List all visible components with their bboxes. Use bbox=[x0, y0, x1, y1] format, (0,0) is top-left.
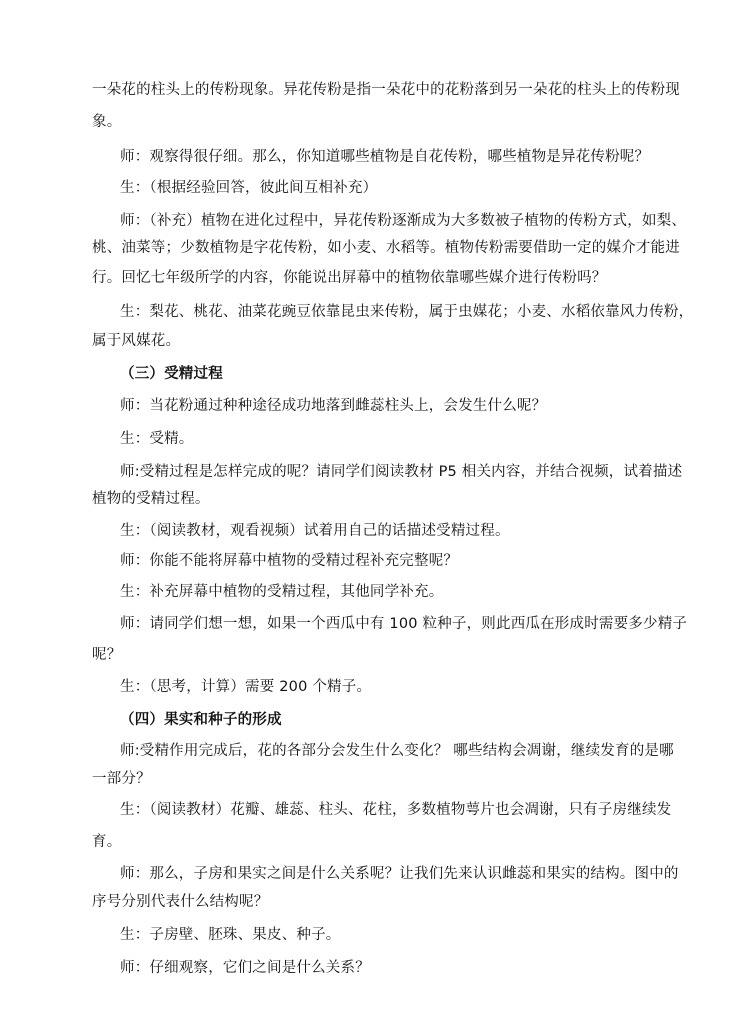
paragraph-line: 师：当花粉通过种种途径成功地落到雌蕊柱头上，会发生什么呢？ bbox=[120, 398, 547, 414]
paragraph-line: 生：（思考，计算）需要 200 个精子。 bbox=[120, 679, 372, 695]
paragraph-line: 生：（阅读教材）花瓣、雄蕊、柱头、花柱，多数植物萼片也会凋谢，只有子房继续发 bbox=[120, 802, 672, 818]
paragraph-line: 属于风媒花。 bbox=[92, 333, 181, 349]
paragraph-line: 象。 bbox=[92, 114, 122, 130]
paragraph-line: 一朵花的柱头上的传粉现象。异花传粉是指一朵花中的花粉落到另一朵花的柱头上的传粉现 bbox=[92, 82, 680, 98]
section-heading: （四）果实和种子的形成 bbox=[120, 712, 282, 728]
paragraph-line: 育。 bbox=[92, 834, 122, 850]
paragraph-line: 植物的受精过程。 bbox=[92, 491, 210, 507]
paragraph-line: 生：补充屏幕中植物的受精过程，其他同学补充。 bbox=[120, 584, 444, 600]
paragraph-line: 师：请同学们想一想，如果一个西瓜中有 100 粒种子，则此西瓜在形成时需要多少精子 bbox=[120, 616, 688, 632]
paragraph-line: 生：受精。 bbox=[120, 431, 194, 447]
paragraph-line: 生：（阅读教材，观看视频）试着用自己的话描述受精过程。 bbox=[120, 523, 510, 539]
section-heading: （三）受精过程 bbox=[120, 366, 223, 382]
paragraph-line: 师：你能不能将屏幕中植物的受精过程补充完整呢？ bbox=[120, 553, 459, 569]
paragraph-line: 师:受精过程是怎样完成的呢？请同学们阅读教材 P5 相关内容，并结合视频，试着描述 bbox=[120, 464, 683, 480]
paragraph-line: 一部分？ bbox=[92, 771, 151, 787]
paragraph-line: 生：子房壁、胚珠、果皮、种子。 bbox=[120, 927, 341, 943]
paragraph-line: 师：观察得很仔细。那么，你知道哪些植物是自花传粉，哪些植物是异花传粉呢？ bbox=[120, 149, 650, 165]
paragraph-line: 行。回忆七年级所学的内容，你能说出屏幕中的植物依靠哪些媒介进行传粉吗？ bbox=[92, 270, 607, 286]
paragraph-line: 生：梨花、桃花、油菜花豌豆依靠昆虫来传粉，属于虫媒花；小麦、水稻依靠风力传粉， bbox=[120, 304, 694, 320]
paragraph-line: 桃、油菜等；少数植物是字花传粉，如小麦、水稻等。植物传粉需要借助一定的媒介才能进 bbox=[92, 240, 680, 256]
paragraph-line: 师：（补充）植物在进化过程中，异花传粉逐渐成为大多数被子植物的传粉方式，如梨、 bbox=[120, 213, 687, 229]
paragraph-line: 序号分别代表什么结构呢？ bbox=[92, 894, 269, 910]
paragraph-line: 师：那么，子房和果实之间是什么关系呢？让我们先来认识雌蕊和果实的结构。图中的 bbox=[120, 866, 679, 882]
paragraph-line: 师:受精作用完成后，花的各部分会发生什么变化？ 哪些结构会凋谢，继续发育的是哪 bbox=[120, 743, 674, 759]
paragraph-line: 呢？ bbox=[92, 647, 122, 663]
paragraph-line: 师：仔细观察，它们之间是什么关系？ bbox=[120, 960, 370, 976]
paragraph-line: 生：（根据经验回答，彼此间互相补充） bbox=[120, 180, 378, 196]
